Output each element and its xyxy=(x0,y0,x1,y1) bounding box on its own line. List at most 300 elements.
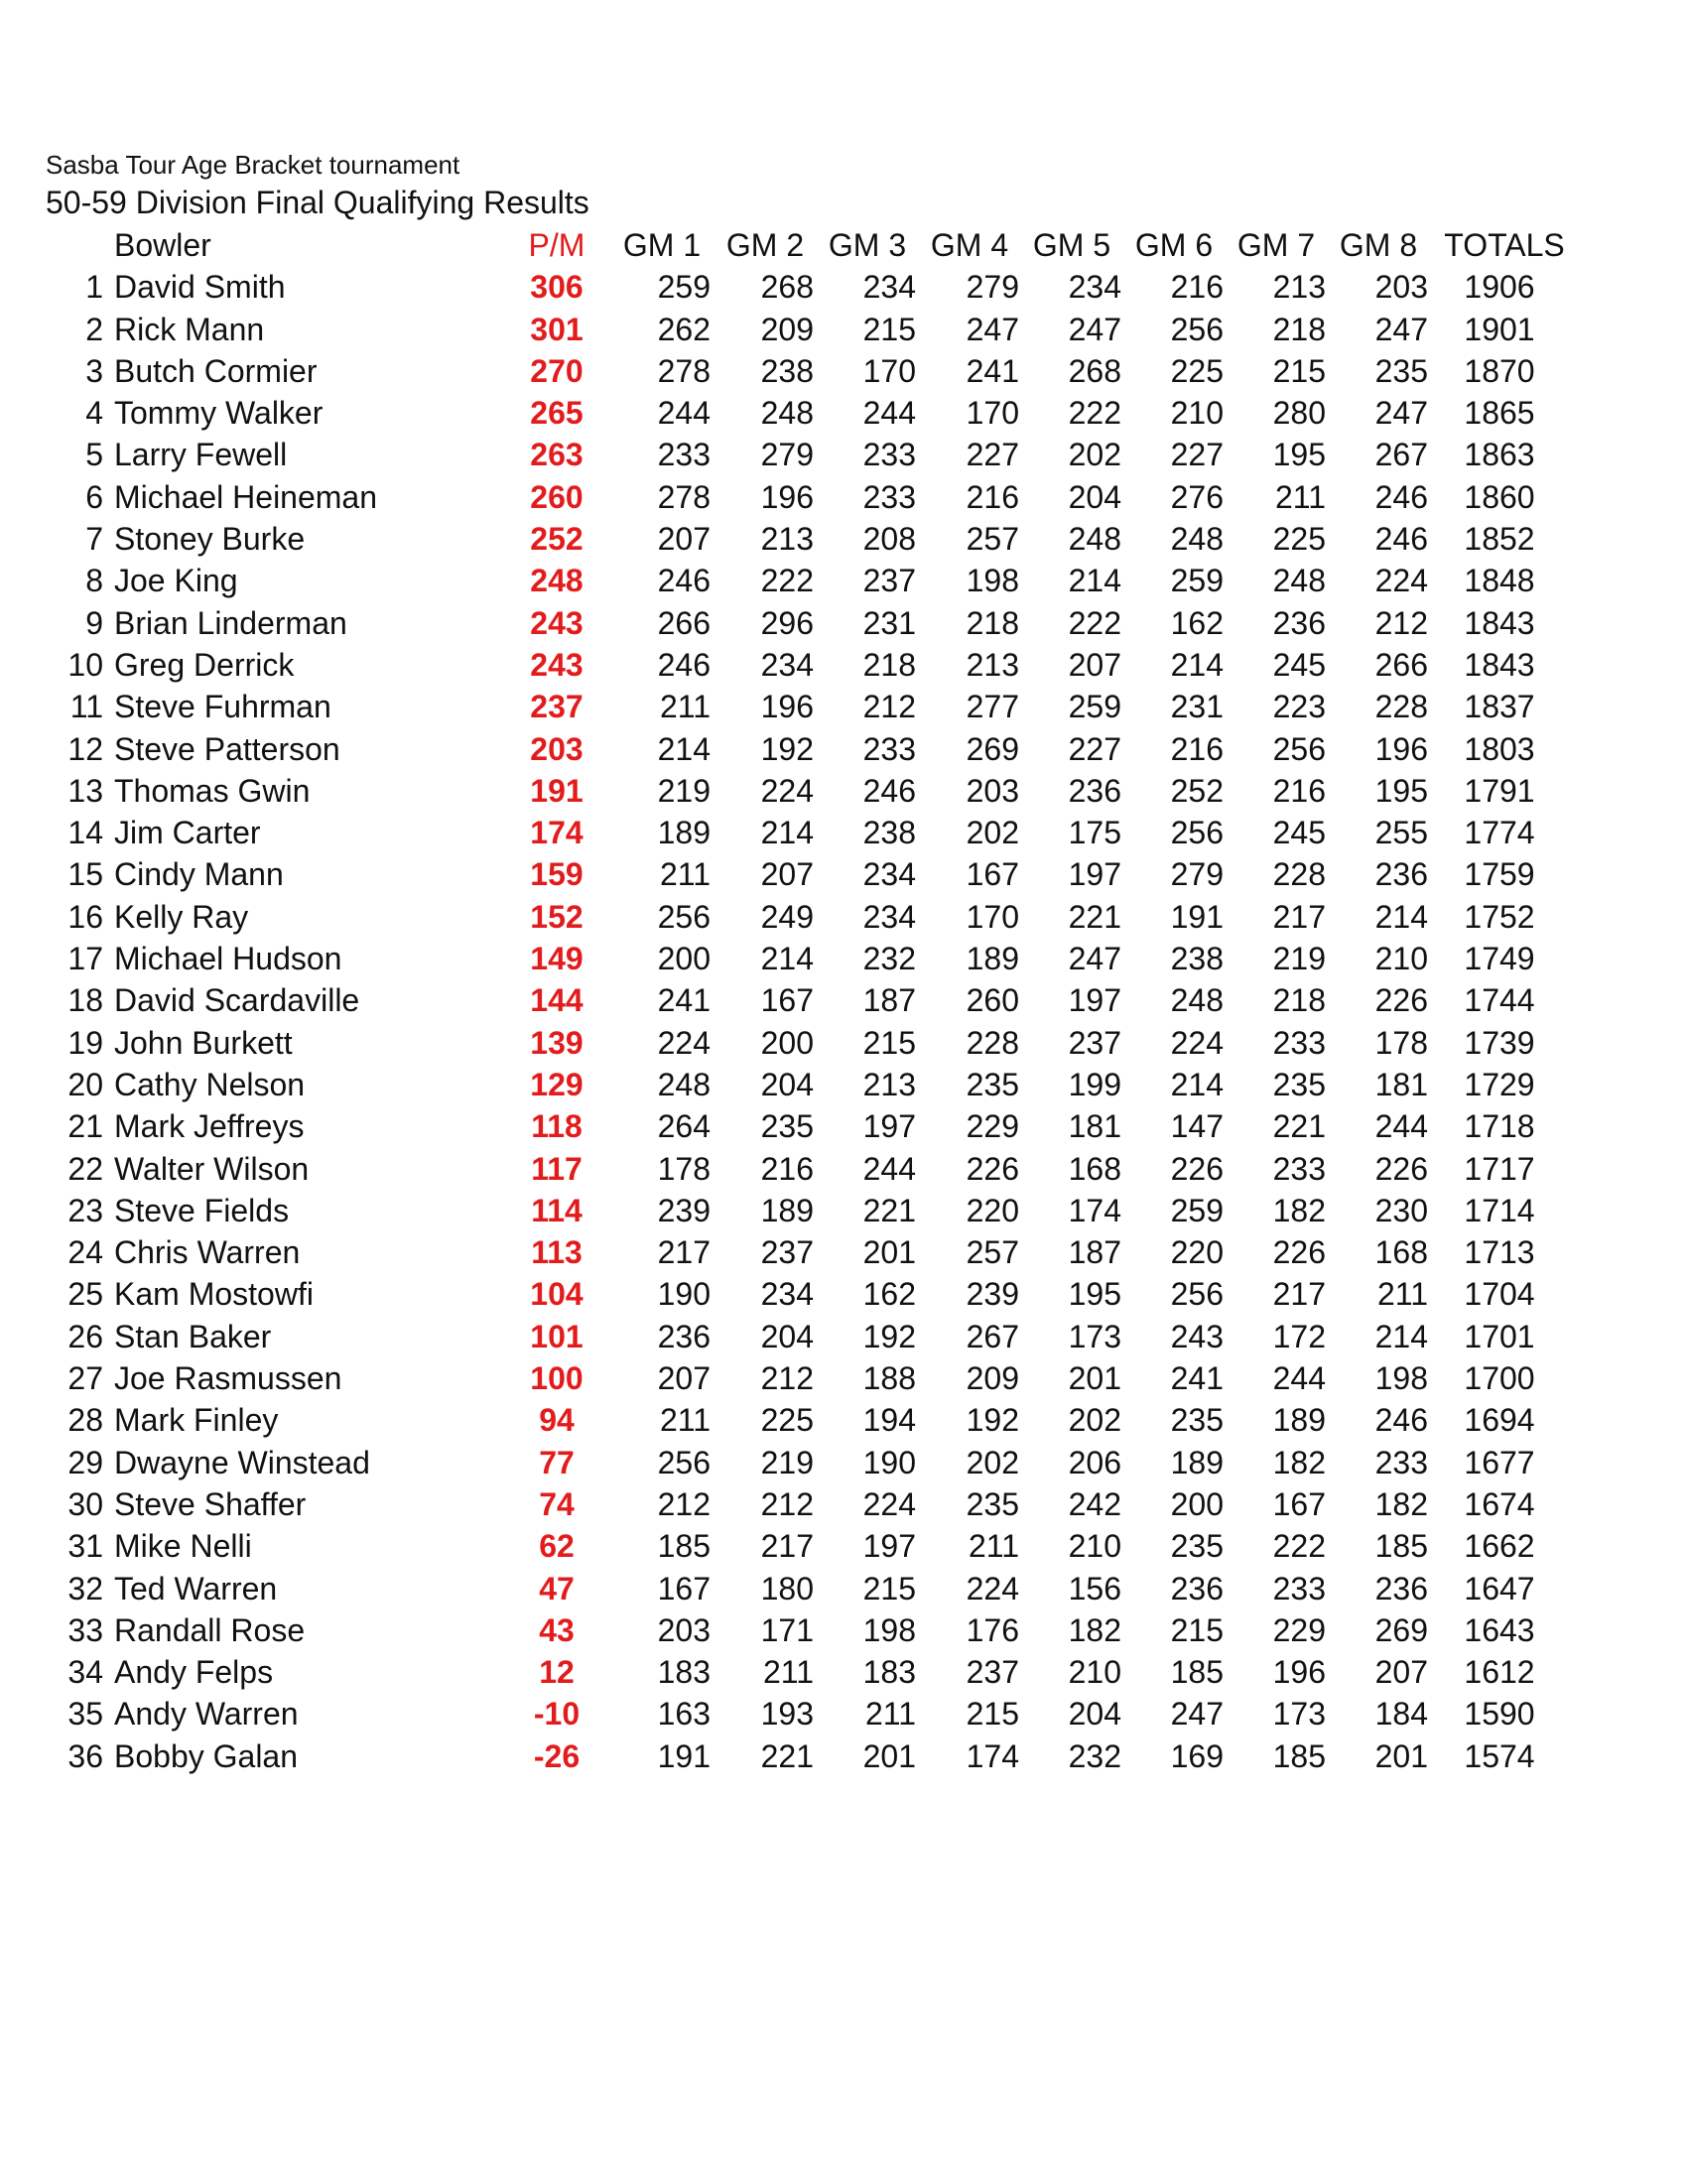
game-7-score-cell: 172 xyxy=(1272,1318,1326,1354)
bowler-name-cell: Mark Finley xyxy=(114,1402,279,1439)
game-4-score-cell: 167 xyxy=(966,856,1019,893)
bowler-name-cell: John Burkett xyxy=(114,1024,293,1061)
game-5-score-cell: 210 xyxy=(1068,1654,1121,1691)
game-2-score-cell: 222 xyxy=(760,563,814,599)
game-4-score-cell: 247 xyxy=(966,311,1019,347)
rank-cell: 10 xyxy=(67,646,103,683)
game-3-score-cell: 183 xyxy=(862,1654,916,1691)
game-6-score-cell: 210 xyxy=(1170,395,1224,432)
table-row xyxy=(0,1148,1688,1190)
game-8-score-cell: 214 xyxy=(1374,898,1428,935)
game-3-score-cell: 237 xyxy=(862,563,916,599)
game-2-score-cell: 213 xyxy=(760,521,814,558)
total-cell: 1870 xyxy=(1464,352,1535,389)
table-row xyxy=(0,1190,1688,1231)
game-7-score-cell: 221 xyxy=(1272,1108,1326,1145)
game-3-score-cell: 170 xyxy=(862,352,916,389)
game-7-score-cell: 223 xyxy=(1272,689,1326,725)
game-7-score-cell: 216 xyxy=(1272,772,1326,809)
bowler-name-cell: Bobby Galan xyxy=(114,1737,299,1774)
pm-cell: 47 xyxy=(539,1570,575,1606)
game-5-score-cell: 197 xyxy=(1068,856,1121,893)
game-2-score-cell: 204 xyxy=(760,1318,814,1354)
game-3-score-cell: 215 xyxy=(862,311,916,347)
game-1-score-cell: 241 xyxy=(657,982,711,1019)
game-6-score-cell: 191 xyxy=(1170,898,1224,935)
game-2-score-cell: 214 xyxy=(760,815,814,851)
game-6-score-cell: 243 xyxy=(1170,1318,1224,1354)
game-1-score-cell: 262 xyxy=(657,311,711,347)
total-cell: 1714 xyxy=(1464,1192,1535,1228)
game-4-score-cell: 189 xyxy=(966,941,1019,977)
game-2-score-cell: 212 xyxy=(760,1485,814,1522)
game-3-score-cell: 188 xyxy=(862,1360,916,1397)
game-8-score-cell: 228 xyxy=(1374,689,1428,725)
game-2-score-cell: 234 xyxy=(760,1276,814,1313)
total-cell: 1863 xyxy=(1464,437,1535,473)
game-8-score-cell: 230 xyxy=(1374,1192,1428,1228)
game-3-score-cell: 232 xyxy=(862,941,916,977)
table-row xyxy=(0,1651,1688,1693)
game-1-score-cell: 264 xyxy=(657,1108,711,1145)
game-1-score-cell: 233 xyxy=(657,437,711,473)
rank-cell: 30 xyxy=(67,1485,103,1522)
game-3-score-cell: 192 xyxy=(862,1318,916,1354)
game-7-score-cell: 226 xyxy=(1272,1234,1326,1271)
table-row xyxy=(0,1735,1688,1777)
game-6-score-cell: 216 xyxy=(1170,730,1224,767)
total-cell: 1713 xyxy=(1464,1234,1535,1271)
game-5-score-cell: 199 xyxy=(1068,1066,1121,1102)
bowler-name-cell: Mike Nelli xyxy=(114,1528,252,1565)
game-3-score-cell: 212 xyxy=(862,689,916,725)
game-1-score-cell: 224 xyxy=(657,1024,711,1061)
header-gm8: GM 8 xyxy=(1339,227,1418,263)
game-6-score-cell: 252 xyxy=(1170,772,1224,809)
game-1-score-cell: 278 xyxy=(657,478,711,515)
header-gm5: GM 5 xyxy=(1032,227,1111,263)
game-4-score-cell: 228 xyxy=(966,1024,1019,1061)
pm-cell: -26 xyxy=(533,1737,581,1774)
game-7-score-cell: 218 xyxy=(1272,311,1326,347)
bowler-name-cell: David Scardaville xyxy=(114,982,360,1019)
game-7-score-cell: 217 xyxy=(1272,898,1326,935)
game-7-score-cell: 233 xyxy=(1272,1150,1326,1187)
bowler-name-cell: Steve Patterson xyxy=(114,730,340,767)
game-4-score-cell: 237 xyxy=(966,1654,1019,1691)
game-3-score-cell: 190 xyxy=(862,1444,916,1480)
total-cell: 1848 xyxy=(1464,563,1535,599)
header-gm6: GM 6 xyxy=(1134,227,1214,263)
game-2-score-cell: 200 xyxy=(760,1024,814,1061)
game-5-score-cell: 207 xyxy=(1068,646,1121,683)
game-8-score-cell: 233 xyxy=(1374,1444,1428,1480)
bowler-name-cell: Steve Fields xyxy=(114,1192,290,1228)
game-8-score-cell: 235 xyxy=(1374,352,1428,389)
table-row xyxy=(0,392,1688,434)
table-row xyxy=(0,1105,1688,1147)
game-5-score-cell: 156 xyxy=(1068,1570,1121,1606)
pm-cell: 203 xyxy=(530,730,584,767)
bowler-name-cell: Andy Felps xyxy=(114,1654,274,1691)
game-6-score-cell: 248 xyxy=(1170,982,1224,1019)
rank-cell: 36 xyxy=(67,1737,103,1774)
table-row xyxy=(0,770,1688,812)
total-cell: 1843 xyxy=(1464,604,1535,641)
game-4-score-cell: 224 xyxy=(966,1570,1019,1606)
table-row xyxy=(0,1442,1688,1483)
game-8-score-cell: 236 xyxy=(1374,1570,1428,1606)
pm-cell: 43 xyxy=(539,1611,575,1648)
game-4-score-cell: 176 xyxy=(966,1611,1019,1648)
game-7-score-cell: 185 xyxy=(1272,1737,1326,1774)
pm-cell: 118 xyxy=(531,1108,583,1145)
pm-cell: 114 xyxy=(531,1192,583,1228)
game-2-score-cell: 207 xyxy=(760,856,814,893)
game-3-score-cell: 201 xyxy=(862,1234,916,1271)
game-1-score-cell: 266 xyxy=(657,604,711,641)
game-4-score-cell: 213 xyxy=(966,646,1019,683)
game-6-score-cell: 224 xyxy=(1170,1024,1224,1061)
game-4-score-cell: 235 xyxy=(966,1066,1019,1102)
game-3-score-cell: 221 xyxy=(862,1192,916,1228)
pm-cell: 74 xyxy=(539,1485,575,1522)
game-1-score-cell: 200 xyxy=(657,941,711,977)
rank-cell: 12 xyxy=(67,730,103,767)
game-4-score-cell: 229 xyxy=(966,1108,1019,1145)
table-row xyxy=(0,1693,1688,1734)
game-5-score-cell: 204 xyxy=(1068,1696,1121,1733)
game-2-score-cell: 196 xyxy=(760,689,814,725)
total-cell: 1752 xyxy=(1464,898,1535,935)
total-cell: 1717 xyxy=(1464,1150,1535,1187)
game-8-score-cell: 266 xyxy=(1374,646,1428,683)
bowler-name-cell: Joe King xyxy=(114,563,238,599)
game-5-score-cell: 221 xyxy=(1068,898,1121,935)
game-1-score-cell: 178 xyxy=(657,1150,711,1187)
game-8-score-cell: 178 xyxy=(1374,1024,1428,1061)
game-1-score-cell: 211 xyxy=(659,689,711,725)
game-3-score-cell: 162 xyxy=(862,1276,916,1313)
pm-cell: 77 xyxy=(539,1444,575,1480)
game-3-score-cell: 218 xyxy=(862,646,916,683)
table-row xyxy=(0,644,1688,686)
pm-cell: 101 xyxy=(530,1318,584,1354)
bowler-name-cell: Chris Warren xyxy=(114,1234,301,1271)
game-1-score-cell: 191 xyxy=(657,1737,711,1774)
game-1-score-cell: 207 xyxy=(657,1360,711,1397)
game-1-score-cell: 163 xyxy=(657,1696,711,1733)
game-1-score-cell: 246 xyxy=(657,563,711,599)
game-6-score-cell: 247 xyxy=(1170,1696,1224,1733)
game-3-score-cell: 244 xyxy=(862,1150,916,1187)
rank-cell: 21 xyxy=(67,1108,103,1145)
total-cell: 1791 xyxy=(1464,772,1535,809)
bowler-name-cell: Walter Wilson xyxy=(114,1150,310,1187)
game-2-score-cell: 189 xyxy=(760,1192,814,1228)
table-row xyxy=(0,1483,1688,1525)
game-2-score-cell: 249 xyxy=(760,898,814,935)
game-8-score-cell: 226 xyxy=(1374,1150,1428,1187)
table-row xyxy=(0,853,1688,895)
game-2-score-cell: 234 xyxy=(760,646,814,683)
game-5-score-cell: 222 xyxy=(1068,604,1121,641)
bowler-name-cell: Stan Baker xyxy=(114,1318,272,1354)
total-cell: 1674 xyxy=(1464,1485,1535,1522)
bowler-name-cell: Steve Shaffer xyxy=(114,1485,307,1522)
bowler-name-cell: Dwayne Winstead xyxy=(114,1444,370,1480)
bowler-name-cell: David Smith xyxy=(114,269,286,306)
game-6-score-cell: 236 xyxy=(1170,1570,1224,1606)
game-8-score-cell: 255 xyxy=(1374,815,1428,851)
table-row xyxy=(0,979,1688,1021)
rank-cell: 3 xyxy=(85,352,103,389)
game-1-score-cell: 259 xyxy=(657,269,711,306)
game-6-score-cell: 214 xyxy=(1170,646,1224,683)
total-cell: 1643 xyxy=(1464,1611,1535,1648)
game-2-score-cell: 196 xyxy=(760,478,814,515)
game-5-score-cell: 173 xyxy=(1068,1318,1121,1354)
bowler-name-cell: Greg Derrick xyxy=(114,646,295,683)
game-2-score-cell: 209 xyxy=(760,311,814,347)
game-8-score-cell: 196 xyxy=(1374,730,1428,767)
game-5-score-cell: 227 xyxy=(1068,730,1121,767)
table-row xyxy=(0,1399,1688,1441)
document-subtitle: Sasba Tour Age Bracket tournament xyxy=(46,150,460,180)
rank-cell: 33 xyxy=(67,1611,103,1648)
game-8-score-cell: 168 xyxy=(1374,1234,1428,1271)
game-7-score-cell: 280 xyxy=(1272,395,1326,432)
header-gm7: GM 7 xyxy=(1236,227,1316,263)
bowler-name-cell: Ted Warren xyxy=(114,1570,278,1606)
rank-cell: 16 xyxy=(67,898,103,935)
game-3-score-cell: 213 xyxy=(862,1066,916,1102)
rank-cell: 6 xyxy=(85,478,103,515)
game-8-score-cell: 201 xyxy=(1374,1737,1428,1774)
game-6-score-cell: 189 xyxy=(1170,1444,1224,1480)
game-8-score-cell: 226 xyxy=(1374,982,1428,1019)
game-1-score-cell: 190 xyxy=(657,1276,711,1313)
game-5-score-cell: 234 xyxy=(1068,269,1121,306)
game-5-score-cell: 201 xyxy=(1068,1360,1121,1397)
bowler-name-cell: Thomas Gwin xyxy=(114,772,311,809)
pm-cell: 144 xyxy=(530,982,584,1019)
table-row xyxy=(0,1525,1688,1567)
rank-cell: 27 xyxy=(67,1360,103,1397)
table-row xyxy=(0,266,1688,308)
game-1-score-cell: 219 xyxy=(657,772,711,809)
game-1-score-cell: 246 xyxy=(657,646,711,683)
total-cell: 1662 xyxy=(1464,1528,1535,1565)
game-6-score-cell: 162 xyxy=(1170,604,1224,641)
pm-cell: 62 xyxy=(539,1528,575,1565)
game-5-score-cell: 248 xyxy=(1068,521,1121,558)
game-4-score-cell: 209 xyxy=(966,1360,1019,1397)
game-5-score-cell: 168 xyxy=(1068,1150,1121,1187)
game-1-score-cell: 236 xyxy=(657,1318,711,1354)
game-3-score-cell: 234 xyxy=(862,898,916,935)
bowler-name-cell: Michael Heineman xyxy=(114,478,378,515)
bowler-name-cell: Brian Linderman xyxy=(114,604,347,641)
table-row xyxy=(0,518,1688,560)
game-4-score-cell: 220 xyxy=(966,1192,1019,1228)
total-cell: 1729 xyxy=(1464,1066,1535,1102)
pm-cell: 243 xyxy=(530,604,584,641)
rank-cell: 13 xyxy=(67,772,103,809)
total-cell: 1694 xyxy=(1464,1402,1535,1439)
game-8-score-cell: 269 xyxy=(1374,1611,1428,1648)
rank-cell: 31 xyxy=(67,1528,103,1565)
table-row xyxy=(0,309,1688,350)
game-1-score-cell: 211 xyxy=(659,1402,711,1439)
game-6-score-cell: 216 xyxy=(1170,269,1224,306)
rank-cell: 22 xyxy=(67,1150,103,1187)
game-3-score-cell: 231 xyxy=(862,604,916,641)
game-7-score-cell: 173 xyxy=(1272,1696,1326,1733)
game-7-score-cell: 218 xyxy=(1272,982,1326,1019)
game-5-score-cell: 232 xyxy=(1068,1737,1121,1774)
total-cell: 1701 xyxy=(1464,1318,1535,1354)
game-7-score-cell: 236 xyxy=(1272,604,1326,641)
game-4-score-cell: 267 xyxy=(966,1318,1019,1354)
pm-cell: 152 xyxy=(530,898,584,935)
total-cell: 1739 xyxy=(1464,1024,1535,1061)
game-6-score-cell: 279 xyxy=(1170,856,1224,893)
rank-cell: 23 xyxy=(67,1192,103,1228)
game-3-score-cell: 246 xyxy=(862,772,916,809)
game-3-score-cell: 215 xyxy=(862,1024,916,1061)
game-1-score-cell: 203 xyxy=(657,1611,711,1648)
game-5-score-cell: 174 xyxy=(1068,1192,1121,1228)
total-cell: 1612 xyxy=(1464,1654,1535,1691)
game-7-score-cell: 244 xyxy=(1272,1360,1326,1397)
game-6-score-cell: 259 xyxy=(1170,563,1224,599)
game-5-score-cell: 204 xyxy=(1068,478,1121,515)
game-4-score-cell: 211 xyxy=(968,1528,1019,1565)
game-3-score-cell: 233 xyxy=(862,730,916,767)
game-7-score-cell: 182 xyxy=(1272,1192,1326,1228)
pm-cell: 94 xyxy=(539,1402,575,1439)
bowler-name-cell: Joe Rasmussen xyxy=(114,1360,342,1397)
game-1-score-cell: 278 xyxy=(657,352,711,389)
bowler-name-cell: Tommy Walker xyxy=(114,395,324,432)
bowler-name-cell: Mark Jeffreys xyxy=(114,1108,305,1145)
rank-cell: 28 xyxy=(67,1402,103,1439)
game-5-score-cell: 210 xyxy=(1068,1528,1121,1565)
game-6-score-cell: 200 xyxy=(1170,1485,1224,1522)
game-2-score-cell: 237 xyxy=(760,1234,814,1271)
game-5-score-cell: 182 xyxy=(1068,1611,1121,1648)
game-4-score-cell: 241 xyxy=(966,352,1019,389)
game-2-score-cell: 171 xyxy=(760,1611,814,1648)
game-2-score-cell: 211 xyxy=(762,1654,814,1691)
game-4-score-cell: 226 xyxy=(966,1150,1019,1187)
game-5-score-cell: 202 xyxy=(1068,437,1121,473)
game-6-score-cell: 227 xyxy=(1170,437,1224,473)
bowler-name-cell: Rick Mann xyxy=(114,311,265,347)
game-8-score-cell: 246 xyxy=(1374,478,1428,515)
game-4-score-cell: 215 xyxy=(966,1696,1019,1733)
game-7-score-cell: 228 xyxy=(1272,856,1326,893)
game-3-score-cell: 215 xyxy=(862,1570,916,1606)
game-4-score-cell: 227 xyxy=(966,437,1019,473)
game-6-score-cell: 256 xyxy=(1170,311,1224,347)
game-3-score-cell: 197 xyxy=(862,1528,916,1565)
game-2-score-cell: 193 xyxy=(760,1696,814,1733)
game-1-score-cell: 239 xyxy=(657,1192,711,1228)
table-row xyxy=(0,1609,1688,1651)
pm-cell: 117 xyxy=(531,1150,583,1187)
bowler-name-cell: Kam Mostowfi xyxy=(114,1276,314,1313)
game-2-score-cell: 235 xyxy=(760,1108,814,1145)
game-3-score-cell: 208 xyxy=(862,521,916,558)
bowler-name-cell: Randall Rose xyxy=(114,1611,306,1648)
game-6-score-cell: 256 xyxy=(1170,1276,1224,1313)
game-7-score-cell: 189 xyxy=(1272,1402,1326,1439)
rank-cell: 7 xyxy=(85,521,103,558)
pm-cell: 113 xyxy=(531,1234,583,1271)
game-7-score-cell: 245 xyxy=(1272,815,1326,851)
header-gm1: GM 1 xyxy=(622,227,702,263)
game-6-score-cell: 225 xyxy=(1170,352,1224,389)
total-cell: 1749 xyxy=(1464,941,1535,977)
total-cell: 1774 xyxy=(1464,815,1535,851)
game-1-score-cell: 189 xyxy=(657,815,711,851)
pm-cell: 301 xyxy=(530,311,584,347)
game-5-score-cell: 202 xyxy=(1068,1402,1121,1439)
total-cell: 1574 xyxy=(1464,1737,1535,1774)
rank-cell: 11 xyxy=(69,689,103,725)
game-3-score-cell: 234 xyxy=(862,269,916,306)
game-2-score-cell: 219 xyxy=(760,1444,814,1480)
game-6-score-cell: 235 xyxy=(1170,1528,1224,1565)
game-2-score-cell: 296 xyxy=(760,604,814,641)
bowler-name-cell: Cathy Nelson xyxy=(114,1066,306,1102)
table-row xyxy=(0,1273,1688,1315)
table-row xyxy=(0,686,1688,727)
game-7-score-cell: 195 xyxy=(1272,437,1326,473)
game-5-score-cell: 242 xyxy=(1068,1485,1121,1522)
game-5-score-cell: 206 xyxy=(1068,1444,1121,1480)
game-6-score-cell: 231 xyxy=(1170,689,1224,725)
game-3-score-cell: 211 xyxy=(864,1696,916,1733)
game-4-score-cell: 202 xyxy=(966,1444,1019,1480)
rank-cell: 35 xyxy=(67,1696,103,1733)
game-1-score-cell: 167 xyxy=(657,1570,711,1606)
game-7-score-cell: 211 xyxy=(1274,478,1326,515)
game-8-score-cell: 267 xyxy=(1374,437,1428,473)
game-7-score-cell: 182 xyxy=(1272,1444,1326,1480)
game-4-score-cell: 257 xyxy=(966,1234,1019,1271)
total-cell: 1704 xyxy=(1464,1276,1535,1313)
game-3-score-cell: 233 xyxy=(862,437,916,473)
game-2-score-cell: 238 xyxy=(760,352,814,389)
game-8-score-cell: 246 xyxy=(1374,521,1428,558)
game-1-score-cell: 212 xyxy=(657,1485,711,1522)
table-row xyxy=(0,1568,1688,1609)
table-row xyxy=(0,1357,1688,1399)
game-4-score-cell: 174 xyxy=(966,1737,1019,1774)
game-5-score-cell: 236 xyxy=(1068,772,1121,809)
game-4-score-cell: 269 xyxy=(966,730,1019,767)
game-8-score-cell: 210 xyxy=(1374,941,1428,977)
table-row xyxy=(0,350,1688,392)
header-pm: P/M xyxy=(528,227,585,263)
game-6-score-cell: 248 xyxy=(1170,521,1224,558)
game-2-score-cell: 167 xyxy=(760,982,814,1019)
game-1-score-cell: 214 xyxy=(657,730,711,767)
rank-cell: 1 xyxy=(85,269,103,306)
